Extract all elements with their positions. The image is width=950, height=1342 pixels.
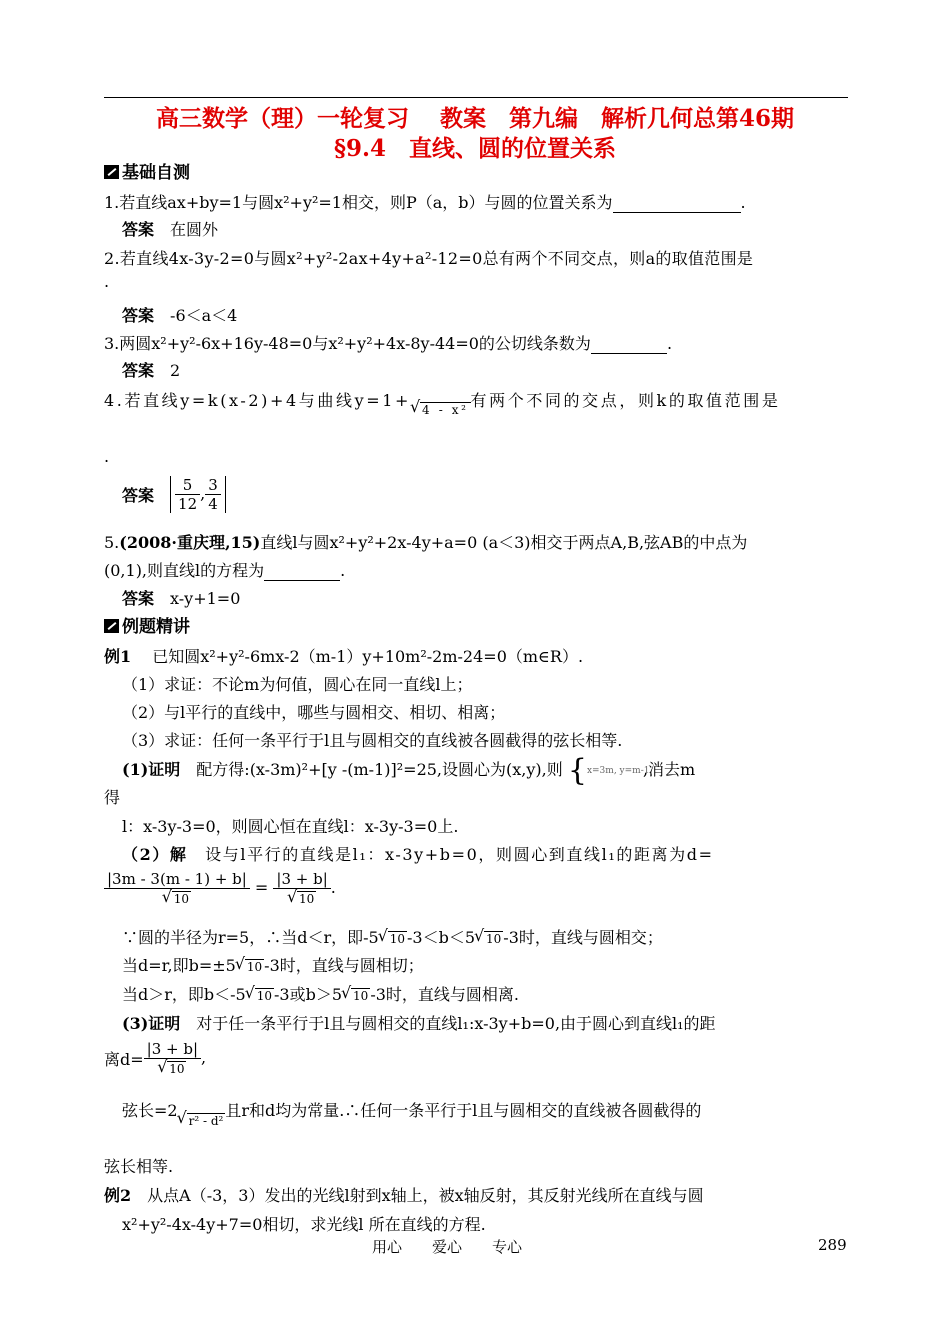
- example-1-stem: 例1 已知圆x²+y²-6mx-2（m-1）y+10m²-2m-24=0（m∈R）.: [104, 647, 584, 666]
- pen-icon: [104, 619, 119, 633]
- answer-4: 答案 $\frac{5}{12}$ , $\frac{3}{4}$: [122, 476, 226, 513]
- solution-1-line2: l：x-3y-3=0，则圆心恒在直线l：x-3y-3=0上.: [122, 817, 459, 836]
- example-1-part-2: （2）与l平行的直线中，哪些与圆相交、相切、相离；: [122, 703, 506, 722]
- solution-2-line3: 当d＞r，即b＜-5√ 10 -3或b＞5√ 10 -3时，直线与圆相离.: [122, 982, 519, 1005]
- solution-1: (1)证明 配方得:(x-3m)²+[y -(m-1)]²=25,设圆心为(x,y),则 {x=3m, y=m-1,消去m: [122, 752, 696, 788]
- pen-icon: [104, 165, 119, 179]
- answer-2: 答案 -6＜a＜4: [122, 306, 238, 325]
- question-5-line2: (0,1),则直线l的方程为 .: [104, 561, 346, 580]
- solution-3-chord: 弦长=2√ r² - d²且r和d均为常量.∴任何一条平行于l且与圆相交的直线被各圆截得的: [122, 1098, 701, 1121]
- page-number: 289: [818, 1236, 847, 1254]
- equation-system: x=3m, y=m-1: [586, 765, 650, 776]
- solution-2-line2: 当d=r,即b=±5√ 10 -3时，直线与圆相切；: [122, 953, 424, 976]
- doc-title: 高三数学（理）一轮复习 教案 第九编 解析几何总第46期: [155, 105, 794, 132]
- question-1: 1.若直线ax+by=1与圆x²+y²=1相交，则P（a，b）与圆的位置关系为 .: [104, 193, 746, 212]
- header-rule: [104, 97, 848, 98]
- question-5: 5.(2008·重庆理,15)直线l与圆x²+y²+2x-4y+a=0 (a＜3)相交于两点A,B,弦AB的中点为: [104, 533, 748, 552]
- question-2: 2.若直线4x-3y-2=0与圆x²+y²-2ax+4y+a²-12=0总有两个不同交点，则a的取值范围是: [104, 249, 754, 268]
- solution-3: (3)证明 对于任一条平行于l且与圆相交的直线l₁:x-3y+b=0,由于圆心到直线l₁的距: [122, 1014, 716, 1033]
- answer-1: 答案 在圆外: [122, 220, 219, 239]
- section-title: §9.4 直线、圆的位置关系: [333, 135, 617, 162]
- question-4-dot: .: [104, 447, 110, 466]
- solution-3-end: 弦长相等.: [104, 1157, 174, 1176]
- equation-system-brace: {: [567, 752, 587, 788]
- example-2-stem: 例2 从点A（-3，3）发出的光线l射到x轴上，被x轴反射，其反射光线所在直线与圆: [104, 1186, 704, 1205]
- footer-motto: 用心 爱心 专心: [372, 1238, 523, 1256]
- sqrt-expression: √ 4 - x²: [411, 399, 471, 418]
- section-heading-examples: 例题精讲: [104, 612, 190, 637]
- solution-2-line1: ∵圆的半径为r=5，∴当d＜r，即-5√ 10 -3＜b＜5√ 10 -3时，直线与圆相交；: [122, 925, 663, 948]
- example-2-stem-line2: x²+y²-4x-4y+7=0相切，求光线l 所在直线的方程.: [122, 1215, 486, 1234]
- solution-3-distance: 离d= |3 + b| √ 10 ,: [104, 1040, 206, 1077]
- solution-1-de: 得: [104, 788, 121, 807]
- question-3: 3.两圆x²+y²-6x+16y-48=0与x²+y²+4x-8y-44=0的公切线条数为 .: [104, 334, 673, 353]
- section-heading-basic: 基础自测: [104, 158, 190, 183]
- example-1-part-3: （3）求证：任何一条平行于l且与圆相交的直线被各圆截得的弦长相等.: [122, 731, 623, 750]
- answer-blank: [613, 193, 741, 213]
- answer-blank: [264, 561, 340, 581]
- answer-5: 答案 x-y+1=0: [122, 589, 241, 608]
- example-1-part-1: （1）求证：不论m为何值，圆心在同一直线l上；: [122, 675, 473, 694]
- answer-3: 答案 2: [122, 361, 181, 380]
- interval: $\frac{5}{12}$ , $\frac{3}{4}$: [170, 476, 226, 513]
- solution-2: （2）解 设与l平行的直线是l₁：x-3y+b=0，则圆心到直线l₁的距离为d=: [122, 845, 714, 864]
- distance-formula: |3m - 3(m - 1) + b| √ 10 = |3 + b| √ 10 .: [104, 870, 336, 907]
- answer-blank: [591, 334, 667, 354]
- question-4: 4.若直线y=k(x-2)+4与曲线y=1+√ 4 - x² 有两个不同的交点，则k的取值范围是: [104, 388, 780, 411]
- question-2-dot: .: [104, 272, 110, 291]
